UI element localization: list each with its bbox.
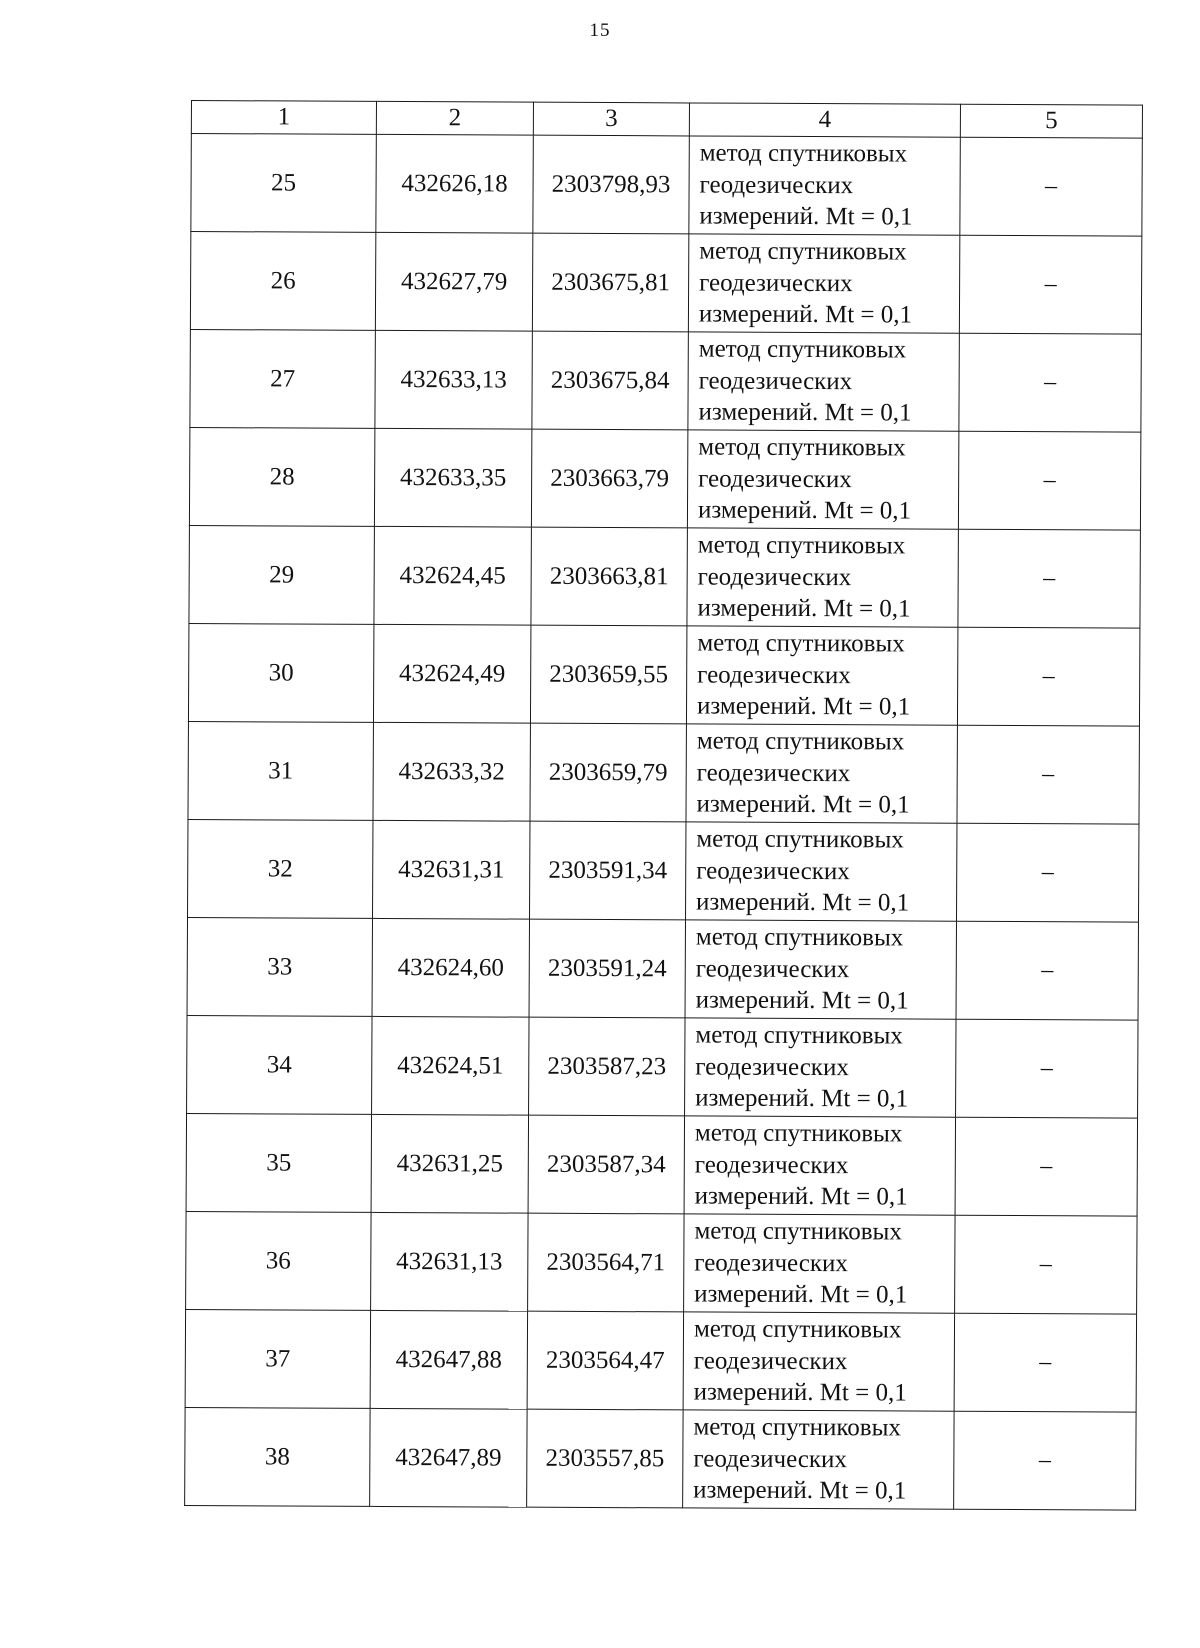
method-line: геодезических: [699, 171, 854, 199]
note-cell: –: [956, 823, 1138, 922]
note-cell: –: [960, 137, 1142, 236]
table-row: [185, 1309, 1136, 1412]
table-row: [188, 819, 1139, 922]
point-number-cell: 26: [190, 232, 375, 331]
coordinate-y-cell: 2303798,93: [533, 135, 689, 234]
point-number-cell: 29: [189, 525, 374, 624]
method-line: геодезических: [695, 955, 850, 983]
method-line: измерений. Mt = 0,1: [698, 300, 913, 329]
point-number-cell: 32: [188, 819, 373, 918]
method-line: геодезических: [696, 857, 850, 885]
column-header-1: 1: [191, 101, 376, 135]
coordinate-y-cell: 2303591,24: [529, 919, 685, 1018]
column-header-4: 4: [689, 103, 960, 137]
method-line: измерений. Mt = 0,1: [697, 496, 912, 525]
table-row: [186, 1113, 1137, 1216]
method-cell: [689, 136, 960, 235]
method-line: метод спутниковых: [693, 1315, 902, 1344]
method-line: метод спутниковых: [696, 727, 905, 756]
point-number-cell: 35: [186, 1113, 371, 1212]
method-line: метод спутниковых: [695, 1021, 903, 1050]
coordinate-x-cell: 432631,25: [371, 1114, 528, 1213]
method-line: метод спутниковых: [698, 335, 907, 364]
table-row: [190, 329, 1141, 432]
method-line: измерений. Mt = 0,1: [695, 986, 909, 1015]
method-cell: [683, 1410, 954, 1509]
method-cell: [687, 528, 958, 627]
method-line: метод спутниковых: [695, 923, 904, 952]
table-row: [188, 721, 1139, 824]
table-row: [190, 232, 1141, 335]
method-line: метод спутниковых: [697, 629, 905, 658]
point-number-cell: 33: [187, 917, 372, 1016]
point-number-cell: 34: [187, 1015, 372, 1114]
method-cell: [684, 1116, 955, 1215]
method-cell: [688, 332, 959, 431]
coordinate-x-cell: 432631,31: [373, 820, 530, 919]
note-cell: –: [955, 1117, 1137, 1216]
method-line: геодезических: [698, 465, 852, 493]
method-line: метод спутниковых: [699, 237, 907, 266]
method-line: геодезических: [695, 1053, 849, 1081]
coordinate-y-cell: 2303675,84: [532, 331, 688, 430]
coordinate-x-cell: 432633,35: [374, 428, 531, 527]
coordinate-y-cell: 2303587,23: [529, 1017, 685, 1116]
coordinate-y-cell: 2303659,79: [530, 723, 686, 822]
method-cell: [683, 1312, 954, 1411]
coordinate-y-cell: 2303564,47: [527, 1311, 683, 1410]
method-line: геодезических: [694, 1249, 848, 1277]
method-cell: [685, 1018, 956, 1117]
method-cell: [686, 626, 957, 725]
note-cell: –: [957, 725, 1139, 824]
method-line: метод спутниковых: [697, 531, 906, 560]
coordinate-y-cell: 2303675,81: [532, 233, 688, 332]
coordinate-y-cell: 2303663,79: [531, 429, 687, 528]
method-cell: [684, 1214, 955, 1313]
method-line: метод спутниковых: [698, 433, 906, 462]
note-cell: –: [959, 235, 1141, 334]
column-header-2: 2: [376, 101, 533, 135]
method-cell: [687, 430, 958, 529]
method-line: метод спутниковых: [699, 139, 908, 168]
method-line: метод спутниковых: [693, 1413, 901, 1442]
method-line: метод спутниковых: [696, 825, 904, 854]
method-line: измерений. Mt = 0,1: [696, 692, 911, 721]
method-line: метод спутниковых: [694, 1217, 902, 1246]
point-number-cell: 31: [188, 721, 373, 820]
method-line: измерений. Mt = 0,1: [698, 398, 912, 427]
table-row: [188, 623, 1139, 726]
method-line: геодезических: [694, 1151, 849, 1179]
method-cell: [688, 234, 959, 333]
table-row: [187, 1015, 1138, 1118]
coordinate-x-cell: 432633,13: [375, 330, 532, 429]
point-number-cell: 37: [185, 1309, 370, 1408]
note-cell: –: [959, 333, 1141, 432]
point-number-cell: 28: [189, 427, 374, 526]
table-body: [185, 134, 1143, 1511]
coordinate-x-cell: 432631,13: [371, 1212, 528, 1311]
table-row: [186, 1211, 1137, 1314]
method-line: геодезических: [697, 661, 851, 689]
coordinate-x-cell: 432633,32: [373, 722, 530, 821]
coordinate-x-cell: 432624,51: [372, 1016, 529, 1115]
page-number: 15: [589, 20, 611, 41]
method-line: измерений. Mt = 0,1: [695, 1084, 909, 1113]
point-number-cell: 25: [191, 134, 376, 233]
method-line: измерений. Mt = 0,1: [697, 594, 911, 623]
method-line: геодезических: [699, 269, 853, 297]
coordinate-y-cell: 2303663,81: [531, 527, 687, 626]
note-cell: –: [955, 1215, 1137, 1314]
method-line: геодезических: [693, 1445, 848, 1473]
table-row: [191, 134, 1142, 237]
note-cell: –: [958, 529, 1140, 628]
method-line: геодезических: [693, 1347, 848, 1375]
coordinate-y-cell: 2303564,71: [528, 1213, 684, 1312]
method-line: метод спутниковых: [694, 1119, 903, 1148]
note-cell: –: [956, 921, 1138, 1020]
column-header-3: 3: [533, 102, 689, 136]
header-row: [191, 101, 1142, 139]
table-row: [189, 427, 1140, 530]
table-header: [191, 101, 1142, 139]
point-number-cell: 38: [185, 1407, 370, 1506]
note-cell: –: [957, 627, 1139, 726]
table-row: [189, 525, 1140, 628]
method-line: измерений. Mt = 0,1: [693, 1476, 907, 1505]
method-line: геодезических: [698, 367, 853, 395]
point-number-cell: 36: [186, 1211, 371, 1310]
column-header-5: 5: [960, 104, 1142, 138]
coordinates-table-wrapper: [184, 100, 1142, 1511]
coordinates-table: [184, 100, 1143, 1511]
method-line: измерений. Mt = 0,1: [699, 202, 913, 231]
coordinate-x-cell: 432647,89: [370, 1408, 527, 1507]
note-cell: –: [954, 1313, 1136, 1412]
method-line: измерений. Mt = 0,1: [694, 1182, 908, 1211]
coordinate-x-cell: 432624,45: [374, 526, 531, 625]
coordinate-y-cell: 2303587,34: [528, 1115, 684, 1214]
method-cell: [686, 724, 957, 823]
table-row: [187, 917, 1138, 1020]
coordinate-y-cell: 2303557,85: [527, 1409, 683, 1508]
note-cell: –: [956, 1019, 1138, 1118]
note-cell: –: [954, 1411, 1136, 1510]
point-number-cell: 27: [190, 329, 375, 428]
method-line: геодезических: [696, 759, 851, 787]
coordinate-x-cell: 432624,49: [373, 624, 530, 723]
method-cell: [685, 920, 956, 1019]
method-line: измерений. Mt = 0,1: [696, 888, 910, 917]
method-cell: [685, 822, 956, 921]
method-line: измерений. Mt = 0,1: [693, 1378, 907, 1407]
coordinate-x-cell: 432627,79: [375, 232, 532, 331]
note-cell: –: [958, 431, 1140, 530]
point-number-cell: 30: [188, 623, 373, 722]
method-line: геодезических: [697, 563, 852, 591]
coordinate-x-cell: 432647,88: [370, 1310, 527, 1409]
method-line: измерений. Mt = 0,1: [694, 1280, 908, 1309]
method-line: измерений. Mt = 0,1: [696, 790, 910, 819]
coordinate-y-cell: 2303591,34: [530, 821, 686, 920]
coordinate-x-cell: 432624,60: [372, 918, 529, 1017]
coordinate-y-cell: 2303659,55: [530, 625, 686, 724]
table-row: [185, 1407, 1136, 1510]
coordinate-x-cell: 432626,18: [376, 134, 533, 233]
